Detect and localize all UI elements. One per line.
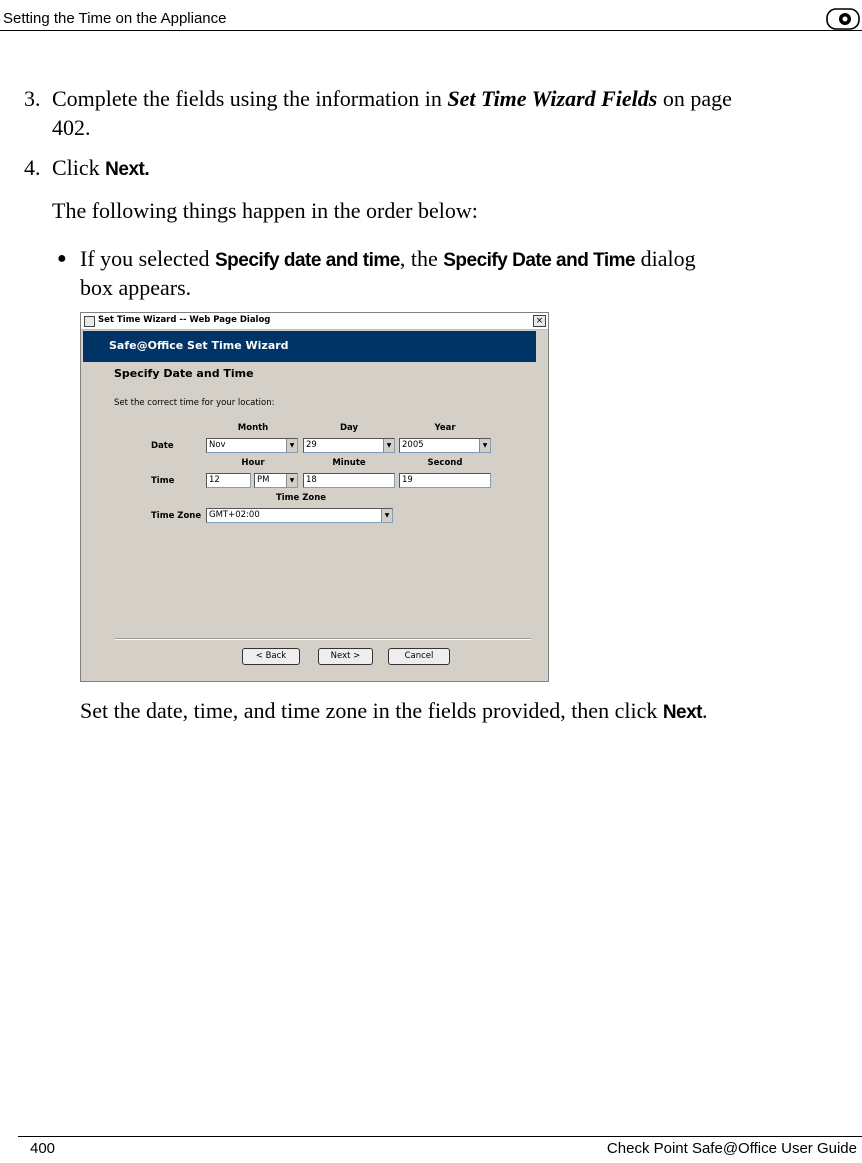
column-header-minute: Minute: [332, 458, 366, 468]
chevron-down-icon[interactable]: ▼: [479, 439, 490, 452]
close-icon[interactable]: ×: [533, 315, 546, 327]
timezone-select[interactable]: [206, 508, 393, 523]
ui-action-label: Next: [662, 702, 703, 723]
bullet-text-part: If you selected: [80, 246, 215, 271]
dialog-window-title: Set Time Wizard -- Web Page Dialog: [98, 315, 271, 325]
back-button[interactable]: < Back: [242, 648, 300, 665]
step-number: 3.: [24, 86, 41, 111]
day-select[interactable]: [303, 438, 395, 453]
ui-option-label: Specify date and time: [215, 250, 400, 271]
timezone-select-value: GMT+02:00: [209, 510, 260, 520]
cancel-button[interactable]: Cancel: [388, 648, 450, 665]
dialog-separator: [115, 638, 531, 640]
day-select-value: 29: [306, 440, 317, 450]
ui-action-label: Next.: [105, 159, 150, 180]
column-header-timezone: Time Zone: [275, 493, 327, 503]
bullet-text-part: , the: [399, 246, 444, 271]
header-rule: [0, 30, 862, 31]
bullet-text-part: dialog: [635, 246, 696, 271]
check-point-logo-icon: [826, 8, 860, 30]
wizard-banner-title: Safe@Office Set Time Wizard: [109, 339, 289, 352]
hour-field[interactable]: 12: [206, 473, 251, 488]
ampm-select[interactable]: [254, 473, 298, 488]
step-text-part: Complete the fields using the information in: [52, 86, 448, 111]
step-text: [52, 84, 732, 113]
ui-dialog-label: Specify Date and Time: [443, 250, 636, 271]
step-number: 4.: [24, 155, 41, 180]
wizard-instructions: Set the correct time for your location:: [114, 398, 275, 408]
row-label-time: Time: [151, 476, 175, 486]
guide-title: Check Point Safe@Office User Guide: [606, 1140, 857, 1157]
footer-rule: [18, 1136, 862, 1137]
year-select-value: 2005: [402, 440, 424, 450]
row-label-date: Date: [151, 441, 174, 451]
chevron-down-icon[interactable]: ▼: [383, 439, 394, 452]
chevron-down-icon[interactable]: ▼: [286, 474, 297, 487]
bullet-text-continuation: box appears.: [80, 275, 192, 300]
step-text-continuation: 402.: [52, 115, 91, 140]
dialog-titlebar: [81, 313, 548, 330]
step-text-part: Click: [52, 155, 106, 180]
page-footer: [0, 1128, 862, 1158]
next-button[interactable]: Next >: [318, 648, 373, 665]
step-text-part: on page: [657, 86, 732, 111]
wizard-body: [83, 362, 547, 681]
wizard-banner: [83, 331, 536, 362]
column-header-hour: Hour: [241, 458, 265, 468]
caption-text-part: .: [702, 698, 708, 723]
intro-paragraph: The following things happen in the order below:: [52, 198, 478, 223]
month-select[interactable]: [206, 438, 298, 453]
set-time-wizard-dialog: [80, 312, 549, 682]
wizard-section-title: Specify Date and Time: [114, 367, 254, 380]
second-field[interactable]: 19: [399, 473, 491, 488]
web-page-icon: [84, 316, 95, 327]
step-text: [52, 153, 149, 184]
chevron-down-icon[interactable]: ▼: [286, 439, 297, 452]
month-select-value: Nov: [209, 440, 226, 450]
column-header-day: Day: [339, 423, 359, 433]
year-select[interactable]: [399, 438, 491, 453]
caption-text-part: Set the date, time, and time zone in the fields provided, then click: [80, 698, 663, 723]
bullet-dot-icon: ●: [57, 250, 67, 267]
step-3: [24, 84, 844, 144]
running-header: [0, 8, 862, 32]
chevron-down-icon[interactable]: ▼: [381, 509, 392, 522]
section-title: Setting the Time on the Appliance: [3, 10, 227, 27]
bullet-text: [80, 244, 810, 275]
cross-reference: Set Time Wizard Fields: [447, 86, 658, 111]
figure-caption: [80, 696, 708, 727]
column-header-second: Second: [427, 458, 463, 468]
row-label-timezone: Time Zone: [151, 511, 202, 521]
ampm-select-value: PM: [257, 475, 270, 485]
column-header-month: Month: [237, 423, 269, 433]
minute-field[interactable]: 18: [303, 473, 395, 488]
column-header-year: Year: [434, 423, 456, 433]
step-4: [24, 153, 324, 183]
page-number: 400: [30, 1140, 56, 1157]
